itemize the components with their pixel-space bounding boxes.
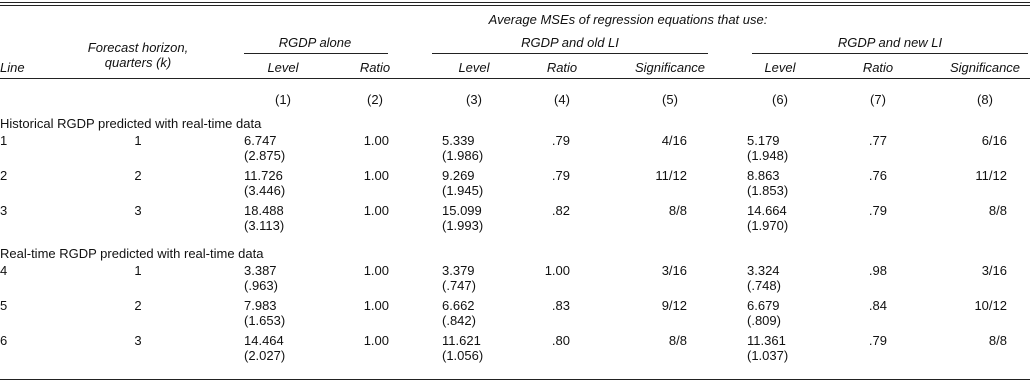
table-cell: 11/12 [975,168,1007,183]
table-cell: 3/16 [661,263,687,278]
header-rule [0,78,1030,79]
group-header: RGDP alone [278,35,352,50]
group-header-rule [432,53,708,54]
table-cell-std-error: (1.037) [747,348,789,363]
table-cell-std-error: (2.875) [244,148,286,163]
section-title: Historical RGDP predicted with real-time data [0,116,262,131]
row-line-number: 6 [0,333,8,348]
row-line-number: 4 [0,263,8,278]
table-cell: 3/16 [981,263,1007,278]
table-cell: 14.664 [747,203,787,218]
table-cell-std-error: (.963) [244,278,278,293]
table-cell: 11/12 [655,168,687,183]
column-subheader: Ratio [359,60,391,75]
column-subheader: Significance [949,60,1021,75]
table-cell: .83 [551,298,570,313]
table-cell-std-error: (.842) [442,313,476,328]
table-cell: 14.464 [244,333,284,348]
table-cell: .79 [868,333,887,348]
table-cell: 5.179 [747,133,780,148]
table-cell-std-error: (1.653) [244,313,286,328]
table-cell: .79 [551,168,570,183]
table-cell-std-error: (.748) [747,278,781,293]
bottom-rule [0,379,1030,380]
table-cell-std-error: (3.446) [244,183,286,198]
table-cell: 1.00 [363,133,389,148]
table-cell: 8/8 [988,203,1007,218]
column-subheader: Ratio [546,60,578,75]
section-title: Real-time RGDP predicted with real-time data [0,246,264,261]
table-cell: .76 [868,168,887,183]
table-cell-std-error: (2.027) [244,348,286,363]
column-number: (1) [275,92,291,107]
column-header-line: Line [0,60,25,75]
row-horizon: 3 [134,203,142,218]
row-line-number: 1 [0,133,8,148]
column-number: (6) [772,92,788,107]
table-cell: 6.679 [747,298,780,313]
table-cell-std-error: (1.993) [442,218,484,233]
table-cell: 4/16 [661,133,687,148]
table-cell: 1.00 [363,263,389,278]
table-cell: 1.00 [363,168,389,183]
table-cell: 11.361 [747,333,786,348]
table-cell: .77 [868,133,887,148]
top-rule-2 [0,5,1030,6]
row-line-number: 3 [0,203,8,218]
table-cell: 7.983 [244,298,277,313]
table-cell-std-error: (.809) [747,313,781,328]
table-cell: 6/16 [981,133,1007,148]
row-horizon: 1 [134,263,142,278]
column-number: (2) [367,92,383,107]
table-cell: 8/8 [988,333,1007,348]
table-cell: 9.269 [442,168,475,183]
table-cell: .79 [551,133,570,148]
row-line-number: 5 [0,298,8,313]
column-subheader: Level [458,60,490,75]
table-cell: 11.726 [244,168,283,183]
table-cell: 5.339 [442,133,475,148]
table-cell: .79 [868,203,887,218]
table-cell-std-error: (3.113) [244,218,285,233]
table-cell: 8/8 [668,333,687,348]
column-number: (5) [662,92,678,107]
table-cell-std-error: (1.853) [747,183,789,198]
column-subheader: Significance [634,60,706,75]
table-cell: .82 [551,203,570,218]
table-cell: 6.662 [442,298,475,313]
column-number: (8) [977,92,993,107]
table-cell: 9/12 [661,298,687,313]
table-cell: .84 [868,298,887,313]
table-cell-std-error: (1.986) [442,148,484,163]
table-cell: 8.863 [747,168,780,183]
table-cell: 3.324 [747,263,780,278]
table-cell-std-error: (1.970) [747,218,789,233]
table-cell-std-error: (.747) [442,278,476,293]
table-cell: 3.379 [442,263,475,278]
table-cell: 11.621 [442,333,481,348]
table-cell-std-error: (1.948) [747,148,789,163]
table-cell: .98 [868,263,887,278]
group-header: RGDP and old LI [521,35,619,50]
column-subheader: Ratio [862,60,894,75]
column-number: (3) [466,92,482,107]
column-header-horizon: quarters (k) [104,55,172,70]
table-cell: 1.00 [363,203,389,218]
row-horizon: 1 [134,133,142,148]
table-cell: 3.387 [244,263,277,278]
table-cell: 10/12 [974,298,1007,313]
row-horizon: 2 [134,168,142,183]
table-cell: 1.00 [363,298,389,313]
table-cell: 1.00 [544,263,570,278]
table-cell: 6.747 [244,133,277,148]
table-cell: 18.488 [244,203,284,218]
group-header-rule [244,53,388,54]
column-subheader: Level [764,60,796,75]
row-line-number: 2 [0,168,8,183]
table-cell: 8/8 [668,203,687,218]
column-header-horizon: Forecast horizon, [87,40,189,55]
column-number: (7) [870,92,886,107]
group-header: RGDP and new LI [837,35,943,50]
table-cell: 1.00 [363,333,389,348]
group-header-rule [752,53,1028,54]
table-cell: 15.099 [442,203,482,218]
row-horizon: 2 [134,298,142,313]
super-header: Average MSEs of regression equations that use: [488,12,768,27]
table-cell-std-error: (1.056) [442,348,484,363]
top-rule-1 [0,2,1030,3]
table-cell-std-error: (1.945) [442,183,484,198]
row-horizon: 3 [134,333,142,348]
table-cell: .80 [551,333,570,348]
column-subheader: Level [267,60,299,75]
column-number: (4) [554,92,570,107]
